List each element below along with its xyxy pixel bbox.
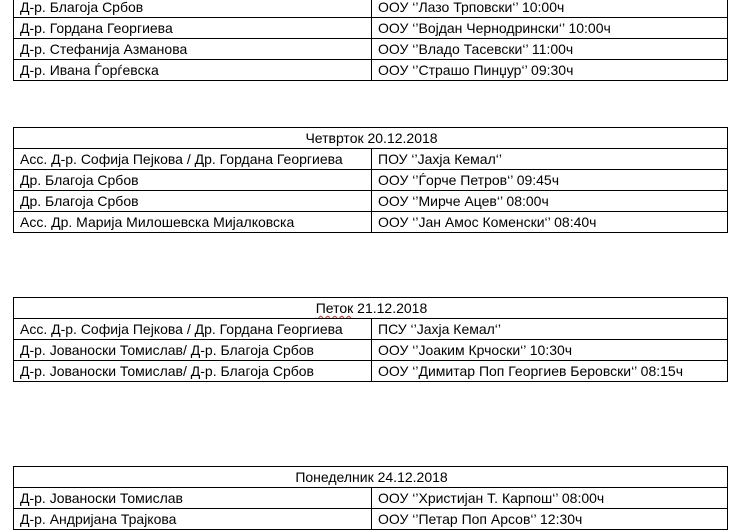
school-cell: ООУ ‘’Христијан Т. Карпош‘’ 08:00ч (372, 488, 728, 509)
table-header-row (14, 128, 728, 149)
doctor-cell: Асс. Д-р. Софија Пејкова / Др. Гордана Георгиева (14, 319, 372, 340)
school-cell: ООУ ‘’Петар Поп Арсов‘’ 12:30ч (372, 509, 728, 530)
doctor-cell: Д-р. Јованоски Томислав (14, 488, 372, 509)
table-row (14, 39, 728, 60)
day-header (14, 298, 728, 319)
schedule-table-continued (13, 0, 728, 81)
table-row (14, 361, 728, 382)
school-cell: ПОУ ‘’Јахја Кемал‘’ (372, 149, 728, 170)
schedule-table-monday (13, 466, 728, 530)
table-header-row (14, 467, 728, 488)
table-row (14, 60, 728, 81)
doctor-cell: Д-р. Ивана Ѓорѓевска (14, 60, 372, 81)
day-header-date: 21.12.2018 (353, 300, 428, 316)
spellcheck-word[interactable]: Петок (315, 300, 354, 316)
doctor-cell: Асс. Др. Марија Милошевска Мијалковска (14, 212, 372, 233)
table-row (14, 170, 728, 191)
table-row (14, 212, 728, 233)
school-cell: ООУ ‘’Јоаким Крчоски‘’ 10:30ч (372, 340, 728, 361)
day-header: Понеделник 24.12.2018 (14, 467, 728, 488)
doctor-cell: Асс. Д-р. Софија Пејкова / Др. Гордана Георгиева (14, 149, 372, 170)
doctor-cell: Др. Благоја Србов (14, 170, 372, 191)
doctor-cell: Д-р. Стефанија Азманова (14, 39, 372, 60)
school-cell: ООУ ‘’Лазо Трповски‘’ 10:00ч (372, 0, 728, 18)
schedule-table-friday (13, 297, 728, 382)
table-row (14, 340, 728, 361)
table-row (14, 319, 728, 340)
table-row (14, 0, 728, 18)
school-cell: ООУ ‘’Страшо Пинџур‘’ 09:30ч (372, 60, 728, 81)
school-cell: ООУ ‘’Јан Амос Коменски‘’ 08:40ч (372, 212, 728, 233)
school-cell: ООУ ‘’Владо Тасевски‘’ 11:00ч (372, 39, 728, 60)
school-cell: ООУ ‘’Војдан Чернодрински‘’ 10:00ч (372, 18, 728, 39)
table-row (14, 191, 728, 212)
table-row (14, 149, 728, 170)
table-row (14, 18, 728, 39)
doctor-cell: Д-р. Андријана Трајкова (14, 509, 372, 530)
day-header: Четврток 20.12.2018 (14, 128, 728, 149)
table-header-row (14, 298, 728, 319)
table-row (14, 509, 728, 530)
doctor-cell: Д-р. Гордана Георгиева (14, 18, 372, 39)
school-cell: ООУ ‘’Димитар Поп Георгиев Беровски‘’ 08:15ч (372, 361, 728, 382)
doctor-cell: Др. Благоја Србов (14, 191, 372, 212)
doctor-cell: Д-р. Јованоски Томислав/ Д-р. Благоја Србов (14, 340, 372, 361)
school-cell: ООУ ‘’Ѓорче Петров‘’ 09:45ч (372, 170, 728, 191)
doctor-cell: Д-р. Јованоски Томислав/ Д-р. Благоја Србов (14, 361, 372, 382)
doctor-cell: Д-р. Благоја Србов (14, 0, 372, 18)
school-cell: ПСУ ‘’Јахја Кемал‘’ (372, 319, 728, 340)
schedule-table-thursday (13, 127, 728, 233)
table-row (14, 488, 728, 509)
school-cell: ООУ ‘’Мирче Ацев‘’ 08:00ч (372, 191, 728, 212)
